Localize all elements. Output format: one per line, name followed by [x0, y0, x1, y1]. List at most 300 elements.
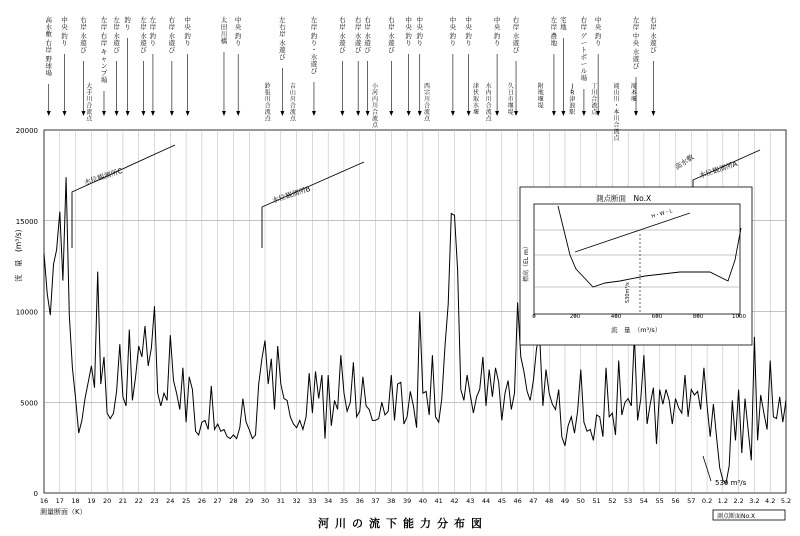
header-char: 岸 — [113, 23, 120, 31]
high-water-label: 高水敷 — [673, 153, 696, 172]
point-char: 川 — [264, 96, 271, 103]
header-char: 水 — [354, 32, 362, 40]
header-char: 場 — [45, 69, 52, 77]
point-char: 合 — [485, 102, 492, 110]
point-char: 滝 — [613, 83, 620, 90]
point-char: J — [571, 83, 574, 90]
header-char: 右 — [354, 16, 362, 24]
header-char: 左 — [279, 16, 286, 24]
gauge-b-label: 水位観測所B — [271, 184, 312, 205]
x-tick-label: 23 — [150, 497, 159, 505]
header-char: 遊 — [113, 39, 120, 47]
header-char: 岸 — [45, 46, 52, 54]
x-tick-label: 50 — [576, 497, 585, 505]
header-char: 釣 — [184, 32, 191, 40]
point-char: 取 — [472, 96, 479, 103]
x-tick-label: 55 — [655, 497, 664, 505]
header-char: 岸 — [388, 23, 395, 31]
header-char: 中 — [61, 16, 68, 24]
point-label — [473, 82, 479, 116]
header-char: 水 — [339, 32, 346, 40]
header-char: 高 — [45, 16, 52, 24]
header-char: 遊 — [388, 39, 395, 47]
x-tick-label: 0.2 — [701, 497, 713, 505]
header-char: 岸 — [339, 23, 346, 31]
point-char: 点 — [86, 115, 93, 123]
header-char: 野 — [45, 55, 52, 63]
header-char: ボ — [580, 53, 588, 61]
x-tick-label: 43 — [466, 497, 475, 505]
header-char: ー — [580, 39, 588, 47]
x-tick-label: 45 — [497, 497, 506, 505]
header-char: 釣 — [310, 32, 318, 40]
x-tick-label: 33 — [308, 497, 317, 505]
inset-capacity-label: 530m³/s — [625, 282, 631, 303]
header-char: 中 — [416, 16, 423, 24]
point-label — [372, 82, 379, 129]
inset-x-tick-label: 400 — [610, 314, 622, 320]
header-arrow-head — [236, 111, 240, 116]
header-char: 水 — [388, 32, 395, 40]
header-arrow-head — [81, 111, 85, 116]
header-char: 央 — [493, 23, 501, 31]
header-char: 釣 — [493, 32, 501, 40]
header-char: 田 — [220, 23, 228, 31]
inset-x-tick-label: 0 — [532, 314, 536, 320]
header-label — [140, 15, 147, 116]
point-label — [424, 82, 431, 123]
point-char: 日 — [507, 89, 514, 97]
gauge-b-label-group — [262, 162, 364, 248]
point-char: 合 — [591, 96, 598, 103]
y-tick-label: 0 — [33, 490, 38, 498]
header-char: 遊 — [168, 39, 176, 47]
header-arrow-head — [222, 111, 226, 116]
point-char: 宗 — [424, 89, 431, 97]
x-tick-label: 31 — [276, 497, 285, 505]
header-char: 遊 — [339, 39, 346, 47]
x-tick-label: 38 — [387, 497, 396, 505]
point-char: 合 — [371, 109, 378, 116]
header-arrow-head — [126, 111, 130, 116]
point-char: 堰 — [507, 102, 514, 110]
header-char: 中 — [632, 32, 640, 40]
gauge-c-label: 水位観測所C — [83, 166, 124, 187]
header-char: 遊 — [310, 60, 318, 68]
header-char: キ — [100, 48, 108, 56]
x-tick-label: 5.2 — [780, 497, 792, 505]
point-label — [538, 82, 544, 110]
header-char: 中 — [184, 16, 191, 24]
header-char: 水 — [310, 53, 318, 61]
point-char: 点 — [485, 115, 492, 123]
point-char: 西 — [424, 83, 431, 90]
point-label — [290, 82, 297, 123]
header-char: 中 — [465, 16, 472, 24]
header-label — [169, 15, 176, 116]
x-axis-ticks — [40, 497, 791, 505]
header-arrow-head — [340, 111, 344, 116]
point-char: 水 — [472, 102, 479, 110]
header-char: 水 — [80, 32, 87, 40]
header-label — [450, 15, 457, 116]
header-char: 右 — [388, 16, 395, 24]
inset-x-tick-label: 200 — [569, 314, 581, 320]
header-label — [124, 15, 131, 116]
header-char: び — [354, 46, 362, 54]
header-char: 水 — [512, 32, 520, 40]
header-char: ル — [580, 67, 588, 75]
header-char: び — [364, 46, 371, 54]
point-label — [265, 82, 272, 123]
y-tick-label: 20000 — [15, 127, 38, 135]
header-arrow-head — [514, 111, 518, 116]
header-arrow-head — [186, 111, 190, 116]
y-tick-label: 15000 — [15, 217, 38, 226]
header-char: 左 — [310, 16, 318, 24]
header-char: り — [184, 39, 191, 47]
point-label — [86, 82, 93, 123]
x-tick-label: 2.2 — [733, 497, 744, 505]
header-label — [551, 15, 558, 116]
inset-xlabel: 流 量 （m³/s） — [611, 326, 662, 334]
header-label — [184, 15, 191, 116]
header-char: 中 — [493, 16, 501, 24]
point-char: 川 — [591, 89, 598, 97]
header-char: 宅 — [560, 16, 567, 24]
point-char: 本 — [613, 109, 620, 116]
header-char: 岸 — [512, 23, 520, 31]
header-char: 左 — [149, 16, 157, 24]
x-tick-label: 32 — [292, 497, 301, 505]
header-char: 釣 — [61, 32, 68, 40]
x-tick-label: 44 — [481, 497, 491, 505]
x-tick-label: 54 — [639, 497, 649, 505]
header-char: び — [168, 46, 176, 54]
x-tick-label: 28 — [229, 497, 238, 505]
header-char: 岸 — [632, 23, 640, 31]
header-char: 球 — [45, 62, 52, 70]
header-labels — [45, 15, 657, 116]
header-char: び — [140, 46, 147, 54]
header-char: 釣 — [594, 32, 602, 40]
header-char: り — [405, 39, 412, 47]
point-char: 川 — [289, 96, 296, 103]
x-tick-label: 47 — [529, 497, 538, 505]
header-char: 岸 — [80, 23, 87, 31]
header-char: 場 — [580, 74, 588, 82]
x-tick-label: 29 — [245, 497, 254, 505]
header-arrow-head — [407, 111, 411, 116]
point-char: 川 — [613, 115, 620, 123]
header-label — [494, 15, 501, 116]
header-char: 地 — [550, 39, 558, 47]
header-char: 央 — [449, 23, 457, 31]
point-char: 内 — [485, 89, 492, 97]
gauge-c-label-group — [72, 145, 175, 248]
header-char: り — [594, 39, 602, 47]
header-arrow-head — [418, 111, 422, 116]
header-arrow-head — [141, 111, 145, 116]
point-char: 川 — [424, 96, 431, 103]
header-char: 右 — [339, 16, 346, 24]
inset-x-tick-label: 600 — [651, 314, 663, 320]
header-arrow-head — [151, 111, 155, 116]
header-arrow-head — [115, 111, 119, 116]
x-tick-label: 27 — [213, 497, 222, 505]
header-char: 右 — [45, 39, 52, 47]
header-label — [355, 15, 362, 116]
x-tick-label: 53 — [623, 497, 633, 505]
header-char: 岸 — [650, 23, 657, 31]
point-char: 内 — [371, 96, 378, 103]
point-char: 河 — [371, 89, 378, 97]
header-char: ゲ — [580, 32, 588, 40]
header-arrow-head — [561, 111, 565, 116]
header-char: 左 — [550, 16, 558, 24]
header-char: 釣 — [124, 16, 131, 24]
header-char: 農 — [550, 32, 558, 40]
header-char: 右 — [80, 16, 87, 24]
header-char: び — [113, 46, 120, 54]
header-char: り — [234, 39, 242, 47]
x-tick-label: 16 — [39, 497, 49, 505]
header-arrow-head — [495, 111, 499, 116]
header-char: 橋 — [220, 37, 228, 45]
header-label — [405, 15, 412, 116]
header-label — [513, 15, 520, 116]
x-tick-label: 21 — [118, 497, 128, 505]
point-char: 合 — [264, 102, 271, 110]
header-label — [388, 15, 395, 116]
header-char: 岸 — [279, 30, 286, 38]
header-char: 央 — [184, 23, 191, 31]
point-char: 点 — [264, 115, 271, 123]
header-char: り — [465, 39, 472, 47]
point-char: 堰 — [472, 109, 479, 116]
header-label — [416, 15, 423, 116]
y-axis-ticks — [16, 127, 38, 498]
header-label — [581, 15, 588, 116]
x-tick-label: 35 — [339, 497, 349, 505]
header-char: 川 — [220, 30, 228, 38]
header-char: 央 — [61, 23, 68, 31]
header-char: 釣 — [149, 32, 157, 40]
point-char: 点 — [591, 109, 598, 116]
header-char: び — [632, 62, 640, 70]
point-char: 川 — [613, 96, 620, 103]
point-label — [486, 82, 493, 123]
header-char: 央 — [594, 23, 602, 31]
legend-label: 測点断面No.X — [717, 513, 756, 520]
header-label — [339, 15, 346, 116]
x-tick-label: 34 — [324, 497, 333, 505]
point-char: 流 — [485, 109, 492, 116]
point-char: 市 — [507, 96, 514, 103]
header-arrow-head — [280, 111, 284, 116]
header-arrow-head — [552, 111, 556, 116]
header-char: 水 — [45, 23, 52, 31]
header-label — [61, 15, 68, 116]
y-axis-label: 流 量 (m³/s) — [14, 229, 23, 282]
header-char: 水 — [113, 32, 120, 40]
point-char: 川 — [86, 96, 93, 103]
header-char: 岸 — [310, 23, 318, 31]
x-tick-label: 40 — [418, 497, 428, 505]
header-arrow-head — [634, 111, 638, 116]
header-arrow-head — [366, 111, 370, 116]
point-char: 点 — [613, 135, 620, 142]
header-char: 遊 — [279, 46, 286, 54]
point-char: 山 — [289, 89, 296, 97]
header-char: 遊 — [80, 39, 87, 47]
x-tick-label: 20 — [103, 497, 112, 505]
header-char: 敷 — [45, 30, 52, 38]
header-char: 左 — [632, 16, 640, 24]
header-char: 中 — [449, 16, 457, 24]
x-axis-label: 測量断面（K） — [40, 508, 87, 516]
x-tick-label: 24 — [166, 497, 175, 505]
y-tick-label: 10000 — [15, 308, 38, 317]
header-char: 釣 — [449, 32, 457, 40]
header-char: 岸 — [149, 23, 157, 31]
header-char: 岸 — [364, 23, 371, 31]
header-char: び — [310, 67, 318, 75]
header-char: 場 — [100, 76, 108, 84]
header-char: 右 — [650, 16, 657, 24]
point-char: 合 — [86, 102, 93, 110]
x-tick-label: 1.2 — [717, 497, 729, 505]
x-tick-label: 25 — [181, 497, 191, 505]
x-tick-label: 48 — [545, 497, 554, 505]
x-tick-label: 51 — [592, 497, 601, 505]
header-char: 右 — [100, 32, 108, 40]
x-tick-label: 3.2 — [749, 497, 760, 505]
point-char: 浪 — [569, 102, 576, 110]
header-char: 岸 — [140, 23, 147, 31]
header-char: 中 — [594, 16, 602, 24]
header-char: 釣 — [234, 32, 242, 40]
x-tick-label: 4.2 — [765, 497, 776, 505]
header-char: び — [512, 46, 520, 54]
point-char: 流 — [289, 109, 296, 116]
point-label — [613, 82, 620, 142]
point-char: 地 — [537, 89, 544, 97]
header-arrow-head — [467, 111, 471, 116]
point-char: 流 — [264, 109, 271, 116]
header-label — [113, 15, 120, 116]
header-char: 遊 — [650, 39, 657, 47]
header-label — [45, 15, 52, 116]
header-label — [150, 15, 157, 116]
x-tick-label: 41 — [434, 497, 443, 505]
x-tick-label: 57 — [687, 497, 696, 505]
point-char: 流 — [613, 128, 620, 136]
point-label — [631, 82, 637, 103]
header-char: 右 — [168, 16, 176, 24]
inset-cross-section — [520, 187, 752, 345]
point-char: 川 — [371, 102, 378, 110]
x-tick-label: 37 — [371, 497, 380, 505]
x-tick-label: 36 — [355, 497, 364, 505]
header-char: り — [149, 39, 157, 47]
header-char: り — [310, 39, 318, 47]
header-char: ト — [580, 46, 588, 54]
x-tick-label: 52 — [608, 497, 617, 505]
header-char: 水 — [140, 32, 147, 40]
header-char: び — [279, 53, 286, 61]
header-char: び — [650, 46, 657, 54]
point-char: 張 — [264, 89, 271, 97]
header-arrow-head — [651, 111, 655, 116]
header-label — [279, 15, 286, 116]
header-char: 釣 — [416, 32, 423, 40]
header-char: ー — [580, 60, 588, 68]
header-arrow-head — [451, 111, 455, 116]
header-arrow-head — [170, 111, 174, 116]
header-arrow-head — [47, 111, 51, 116]
header-label — [101, 15, 108, 116]
header-char: ャ — [100, 55, 108, 63]
point-char: 滝 — [630, 83, 637, 90]
gauge-a-label: 水位観測所A — [698, 159, 739, 180]
x-tick-label: 42 — [450, 497, 459, 505]
point-char: 伏 — [472, 89, 479, 97]
header-label — [235, 15, 242, 116]
header-label — [560, 15, 567, 116]
point-char: ・ — [613, 102, 620, 110]
point-char: 点 — [371, 122, 378, 129]
x-tick-label: 22 — [134, 497, 143, 505]
point-char: 合 — [613, 122, 620, 129]
point-char: 流 — [86, 109, 93, 116]
header-char: り — [124, 23, 131, 31]
header-char: 太 — [220, 16, 228, 24]
point-char: 堤 — [537, 102, 544, 110]
header-char: り — [449, 39, 457, 47]
gauge-a-label-group — [693, 150, 760, 193]
header-arrow-head — [312, 111, 316, 116]
header-char: 遊 — [364, 39, 371, 47]
header-arrow-head — [389, 111, 393, 116]
point-char: 堰 — [537, 96, 544, 103]
point-char: R — [570, 89, 575, 97]
inset-ylabel: 標高（EL m） — [523, 243, 530, 282]
header-label — [465, 15, 472, 116]
point-char: 点 — [424, 115, 431, 123]
header-char: 央 — [632, 39, 640, 47]
header-char: 遊 — [140, 39, 147, 47]
header-char: 中 — [234, 16, 242, 24]
point-char: 鈴 — [264, 83, 271, 90]
header-char: 左 — [100, 16, 108, 24]
point-char: 久 — [507, 83, 514, 90]
x-tick-label: 46 — [513, 497, 522, 505]
point-char: 小 — [371, 83, 378, 90]
header-char: ・ — [310, 46, 318, 54]
header-char: び — [388, 46, 395, 54]
header-char: 水 — [168, 32, 176, 40]
header-char: 央 — [465, 23, 472, 31]
inset-title: 測点断面 No.X — [596, 194, 652, 203]
point-char: 合 — [424, 102, 431, 110]
inset-hwl-label: H・W・L — [650, 208, 674, 220]
header-char: 岸 — [168, 23, 176, 31]
point-char: 駅 — [569, 109, 576, 116]
header-arrow-head — [102, 111, 106, 116]
min-capacity-label: 530 m³/s — [715, 479, 747, 487]
header-char: 右 — [580, 16, 588, 24]
